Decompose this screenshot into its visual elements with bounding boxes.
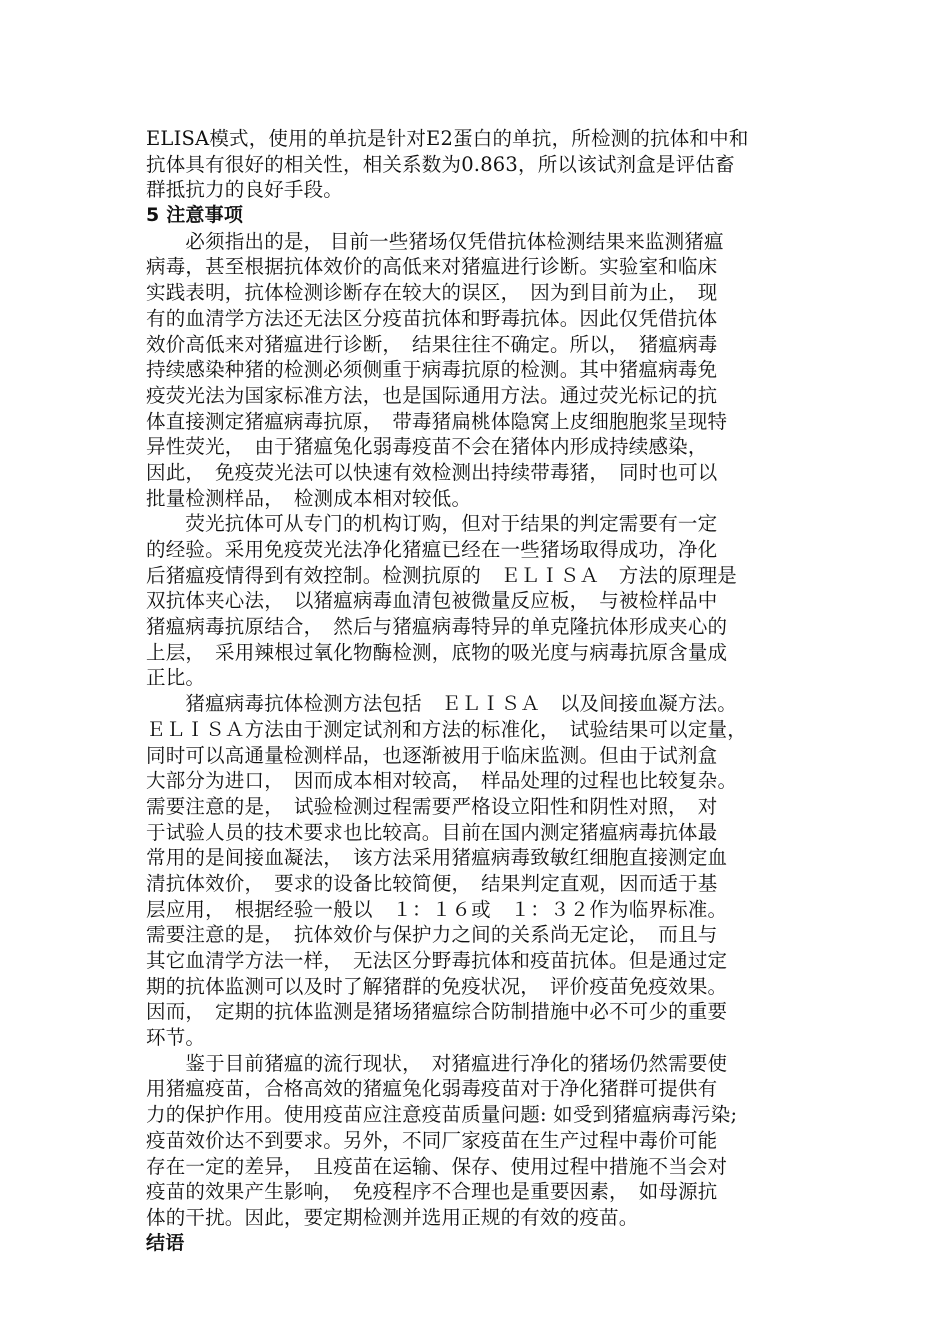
text-line: 疫苗的效果产生影响， 免疫程序不合理也是重要因素， 如母源抗 bbox=[146, 1180, 718, 1204]
text-line: 环节。 bbox=[146, 1026, 206, 1050]
text-line: 体的干扰。因此，要定期检测并选用正规的有效的疫苗。 bbox=[146, 1205, 639, 1229]
text-line: 于试验人员的技术要求也比较高。目前在国内测定猪瘟病毒抗体最 bbox=[146, 820, 718, 844]
text-line: 猪瘟病毒抗体检测方法包括 ＥＬＩＳＡ 以及间接血凝方法。 bbox=[146, 692, 738, 716]
text-line: 因此， 免疫荧光法可以快速有效检测出持续带毒猪， 同时也可以 bbox=[146, 460, 718, 484]
text-line: 其它血清学方法一样， 无法区分野毒抗体和疫苗抗体。但是通过定 bbox=[146, 949, 728, 972]
text-line: 猪瘟病毒抗原结合， 然后与猪瘟病毒特异的单克隆抗体形成夹心的 bbox=[146, 615, 728, 639]
text-line: 实践表明，抗体检测诊断存在较大的误区， 因为到目前为止， 现 bbox=[146, 281, 718, 305]
text-line: 双抗体夹心法， 以猪瘟病毒血清包被微量反应板， 与被检样品中 bbox=[146, 589, 718, 613]
text-line: 上层， 采用辣根过氧化物酶检测，底物的吸光度与病毒抗原含量成 bbox=[146, 640, 728, 664]
section-heading: 结语 bbox=[146, 1231, 185, 1254]
text-line: 需要注意的是， 试验检测过程需要严格设立阳性和阴性对照， 对 bbox=[146, 794, 718, 818]
text-line: 期的抗体监测可以及时了解猪群的免疫状况， 评价疫苗免疫效果。 bbox=[146, 974, 728, 998]
text-line: 效价高低来对猪瘟进行诊断， 结果往往不确定。所以， 猪瘟病毒 bbox=[146, 332, 718, 356]
text-line: 清抗体效价， 要求的设备比较简便， 结果判定直观，因而适于基 bbox=[146, 871, 718, 895]
text-line: 层应用， 根据经验一般以 １：１６或 １：３２作为临界标准。 bbox=[146, 897, 728, 921]
text-line: 后猪瘟疫情得到有效控制。检测抗原的 ＥＬＩＳＡ 方法的原理是 bbox=[146, 563, 738, 587]
text-line: 体直接测定猪瘟病毒抗原， 带毒猪扁桃体隐窝上皮细胞胞浆呈现特 bbox=[146, 409, 728, 433]
text-line: 疫苗效价达不到要求。另外，不同厂家疫苗在生产过程中毒价可能 bbox=[146, 1128, 718, 1152]
text-line: 常用的是间接血凝法， 该方法采用猪瘟病毒致敏红细胞直接测定血 bbox=[146, 846, 728, 870]
text-line: 病毒，甚至根据抗体效价的高低来对猪瘟进行诊断。实验室和临床 bbox=[146, 255, 718, 279]
text-line: 同时可以高通量检测样品，也逐渐被用于临床监测。但由于试剂盒 bbox=[146, 743, 718, 767]
text-line: ＥＬＩＳＡ方法由于测定试剂和方法的标准化， 试验结果可以定量， bbox=[146, 717, 747, 741]
section-heading: 5 注意事项 bbox=[146, 204, 244, 227]
text-line: 正比。 bbox=[146, 666, 206, 690]
text-line: 存在一定的差异， 且疫苗在运输、保存、使用过程中措施不当会对 bbox=[146, 1154, 728, 1178]
text-line: 疫荧光法为国家标准方法，也是国际通用方法。通过荧光标记的抗 bbox=[146, 383, 718, 407]
text-line: 需要注意的是， 抗体效价与保护力之间的关系尚无定论， 而且与 bbox=[146, 923, 718, 947]
text-line: 力的保护作用。使用疫苗应注意疫苗质量问题: 如受到猪瘟病毒污染; bbox=[146, 1103, 738, 1127]
text-line: 异性荧光， 由于猪瘟兔化弱毒疫苗不会在猪体内形成持续感染， bbox=[146, 435, 708, 459]
text-line: ELISA模式，使用的单抗是针对E2蛋白的单抗，所检测的抗体和中和 bbox=[146, 127, 749, 150]
text-line: 持续感染种猪的检测必须侧重于病毒抗原的检测。其中猪瘟病毒免 bbox=[146, 358, 718, 382]
text-line: 批量检测样品， 检测成本相对较低。 bbox=[146, 486, 472, 510]
text-line: 荧光抗体可从专门的机构订购，但对于结果的判定需要有一定 bbox=[146, 512, 718, 536]
text-line: 抗体具有很好的相关性，相关系数为0.863，所以该试剂盒是评估畜 bbox=[146, 152, 735, 176]
text-line: 群抵抗力的良好手段。 bbox=[146, 178, 344, 202]
text-line: 必须指出的是， 目前一些猪场仅凭借抗体检测结果来监测猪瘟 bbox=[146, 229, 724, 253]
text-line: 因而， 定期的抗体监测是猪场猪瘟综合防制措施中必不可少的重要 bbox=[146, 1000, 728, 1024]
document-body bbox=[146, 126, 818, 1256]
text-line: 用猪瘟疫苗，合格高效的猪瘟兔化弱毒疫苗对于净化猪群可提供有 bbox=[146, 1077, 718, 1101]
text-line: 大部分为进口， 因而成本相对较高， 样品处理的过程也比较复杂。 bbox=[146, 769, 738, 793]
text-line: 鉴于目前猪瘟的流行现状， 对猪瘟进行净化的猪场仍然需要使 bbox=[146, 1051, 728, 1075]
text-line: 有的血清学方法还无法区分疫苗抗体和野毒抗体。因此仅凭借抗体 bbox=[146, 306, 718, 330]
text-line: 的经验。采用免疫荧光法净化猪瘟已经在一些猪场取得成功，净化 bbox=[146, 538, 718, 561]
